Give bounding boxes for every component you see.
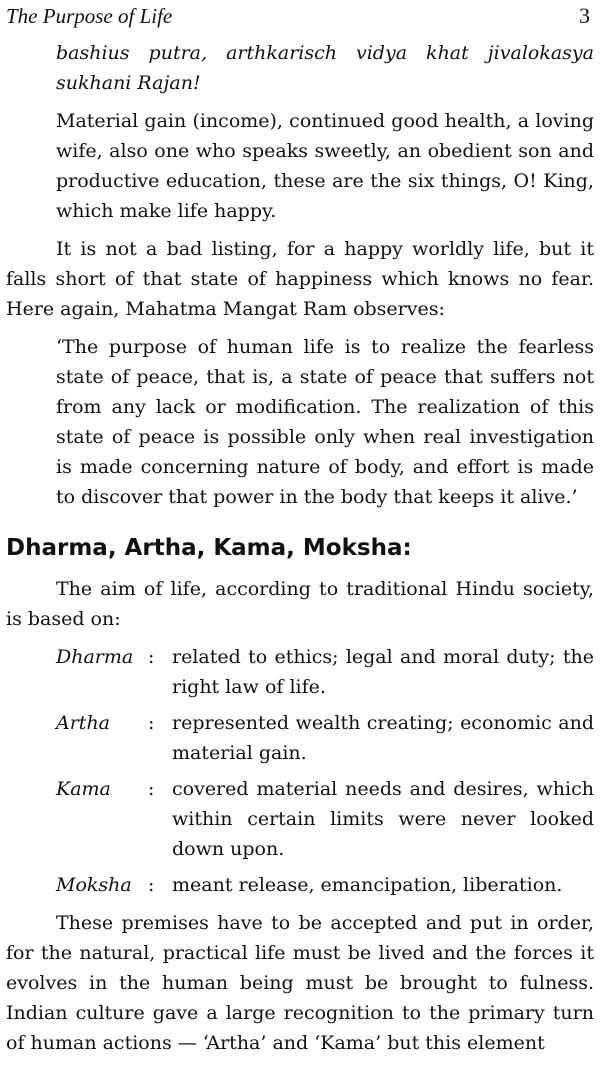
definition-text: represented wealth creating; economic and material gain.	[172, 712, 594, 764]
definition-colon: :	[148, 712, 155, 734]
sanskrit-verse: bashius putra, arthkarisch vidya khat jivalokasya sukhani Rajan!	[56, 42, 594, 94]
running-title: The Purpose of Life	[6, 4, 173, 28]
definition-moksha	[56, 870, 594, 900]
verse-translation: Material gain (income), continued good health, a loving wife, also one who speaks sweetly, an obedient son and productive education, these are the six things, O! King, which make life happy.	[56, 110, 594, 222]
definition-dharma	[56, 642, 594, 702]
definition-term: Kama	[56, 778, 111, 800]
definition-artha	[56, 708, 594, 768]
definition-colon: :	[148, 778, 155, 800]
definition-text: meant release, emancipation, liberation.	[172, 874, 563, 896]
definition-term: Moksha	[56, 874, 132, 896]
section-intro: The aim of life, according to traditional Hindu society, is based on:	[6, 578, 594, 630]
definition-term: Dharma	[56, 646, 134, 668]
page-number: 3	[579, 3, 590, 28]
closing-paragraph: These premises have to be accepted and put in order, for the natural, practical life must be lived and the forces it evolves in the human being must be brought to fulness. Indian culture gave a large recognition to the primary turn of human actions — ‘Artha’ and ‘Kama’ but this element	[6, 912, 594, 1054]
definition-colon: :	[148, 874, 155, 896]
definition-kama	[56, 774, 594, 864]
definition-text: related to ethics; legal and moral duty; the right law of life.	[172, 646, 594, 698]
definition-text: covered material needs and desires, which within certain limits were never looked down upon.	[172, 778, 594, 860]
page-content	[6, 38, 594, 1066]
definition-term: Artha	[56, 712, 111, 734]
definition-list	[56, 642, 594, 900]
listing-paragraph: It is not a bad listing, for a happy worldly life, but it falls short of that state of happiness which knows no fear. Here again, Mahatma Mangat Ram observes:	[6, 238, 594, 320]
definition-colon: :	[148, 646, 155, 668]
running-header	[6, 2, 590, 30]
section-heading: Dharma, Artha, Kama, Moksha:	[6, 535, 412, 561]
quote-paragraph: ‘The purpose of human life is to realize the fearless state of peace, that is, a state of peace that suffers not from any lack or modification. The realization of this state of peace is possible only when real investigation is made concerning nature of body, and effort is made to discover that power in the body that keeps it alive.’	[56, 336, 594, 508]
